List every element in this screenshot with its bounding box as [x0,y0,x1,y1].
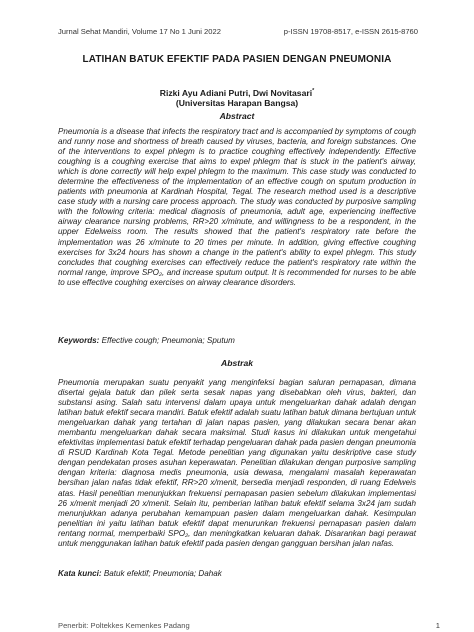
keywords-id-value: Batuk efektif; Pneumonia; Dahak [103,569,222,578]
abstract-en-heading: Abstract [219,111,255,121]
issn-info: p-ISSN 19708-8517, e-ISSN 2615-8760 [283,27,418,36]
keywords-id-label: Kata kunci: [58,569,102,578]
keywords-id [58,569,416,578]
page-footer [58,621,440,630]
abstract-id-text: Pneumonia merupakan suatu penyakit yang menginfeksi bagian saluran pernapasan, dimana disertai gejala batuk dan pilek serta sesak napas yang disebabkan oleh virus, bakteri, dan substansi asing. Salah satu intervensi dalam upaya untuk mengeluarkan dahak adalah dengan latihan batuk efektif secara mandiri. Batuk efektif adalah suatu latihan batuk dimana bertujuan untuk mengeluarkan dahak yang tertahan di jalan napas pasien, yang dilakukan secara benar akan membantu mengeluarkan dahak secara maksimal. Studi kasus ini dilakukan untuk mengetahui efektivitas implementasi batuk efektif terhadap pengeluaran dahak pada pasien dengan pneumonia di RSUD Kardinah Kota Tegal. Metode penelitian yang digunakan yaitu deskriptive case study dengan pendekatan proses asuhan keperawatan. Penelitian dilakukan dengan purposive sampling dengan kriteria: diagnosa medis pneumonia, usia dewasa, mengalami masalah keperawatan bersihan jalan nafas tidak efektif, RR>20 x/menit, bersedia menjadi responden, di ruang Edelweis atas. Hasil penelitian menunjukkan frekuensi pernapasan pasien sebelum dilakukan implementasi 26 x/menit menjadi 20 x/menit. Selain itu, pemberian latihan batuk efektif selama 3x24 jam sudah menunjukkan adanya perubahan kemampuan pasien dalam mengeluarkan dahak. Kesimpulan penelitian ini yaitu latihan batuk efektif dapat menurunkan frekuensi pernapasan pasien dalam rentang normal, memperbaiki SPO₂, dan meningkatkan keluaran dahak. Disarankan bagi perawat untuk menggunakan latihan batuk efektif pada pasien dengan gangguan bersihan jalan nafas. [58,378,416,548]
abstract-en-text: Pneumonia is a disease that infects the respiratory tract and is accompanied by symptoms of cough and runny nose and shortness of breath caused by viruses, bacteria, and foreign substances. One of the interventions to expel phlegm is to practice coughing effectively independently. Effective coughing is a coughing exercise that aims to expel phlegm that is stuck in the patient's airway, which is done correctly will help expel phlegm to the maximum. This case study was conducted to determine the effectiveness of the implementation of an effective cough on sputum production in patients with pneumonia at Kardinah Hospital, Tegal. The research method used is a descriptive case study with a nursing care process approach. The study was conducted by purposive sampling with the following criteria: medical diagnosis of pneumonia, adult age, experiencing ineffective airway clearance nursing problems, RR>20 x/minute, and willingness to be a respondent, in the upper Edelweiss room. The results showed that the patient's respiratory rate before the implementation was 26 x/minute to 20 times per minute. In addition, giving effective coughing exercises for 3x24 hours has shown a change in the patient's ability to expel phlegm. This study concludes that coughing exercises can effectively reduce the patient's respiratory rate within the normal range, improve SPO₂, and increase sputum output. It is recommended for nurses to be able to use effective coughing exercises on airway clearance disorders. [58,127,416,287]
page-number: 1 [435,621,440,630]
author-names-line [40,86,434,98]
corresponding-mark: * [312,88,315,94]
abstract-id-heading: Abstrak [221,358,253,368]
author-block [40,86,434,109]
paper-title: LATIHAN BATUK EFEKTIF PADA PASIEN DENGAN PNEUMONIA [82,54,392,65]
publisher-info: Penerbit: Poltekkes Kemenkes Padang [58,621,190,630]
author-names: Rizki Ayu Adiani Putri, Dwi Novitasari [159,87,313,98]
keywords-en-value: Effective cough; Pneumonia; Sputum [101,336,235,345]
keywords-en-label: Keywords: [58,336,100,345]
journal-header [58,27,418,36]
author-affiliation: (Universitas Harapan Bangsa) [175,98,299,109]
keywords-en [58,336,416,345]
journal-name: Jurnal Sehat Mandiri, Volume 17 No 1 Juni 2022 [58,27,221,36]
